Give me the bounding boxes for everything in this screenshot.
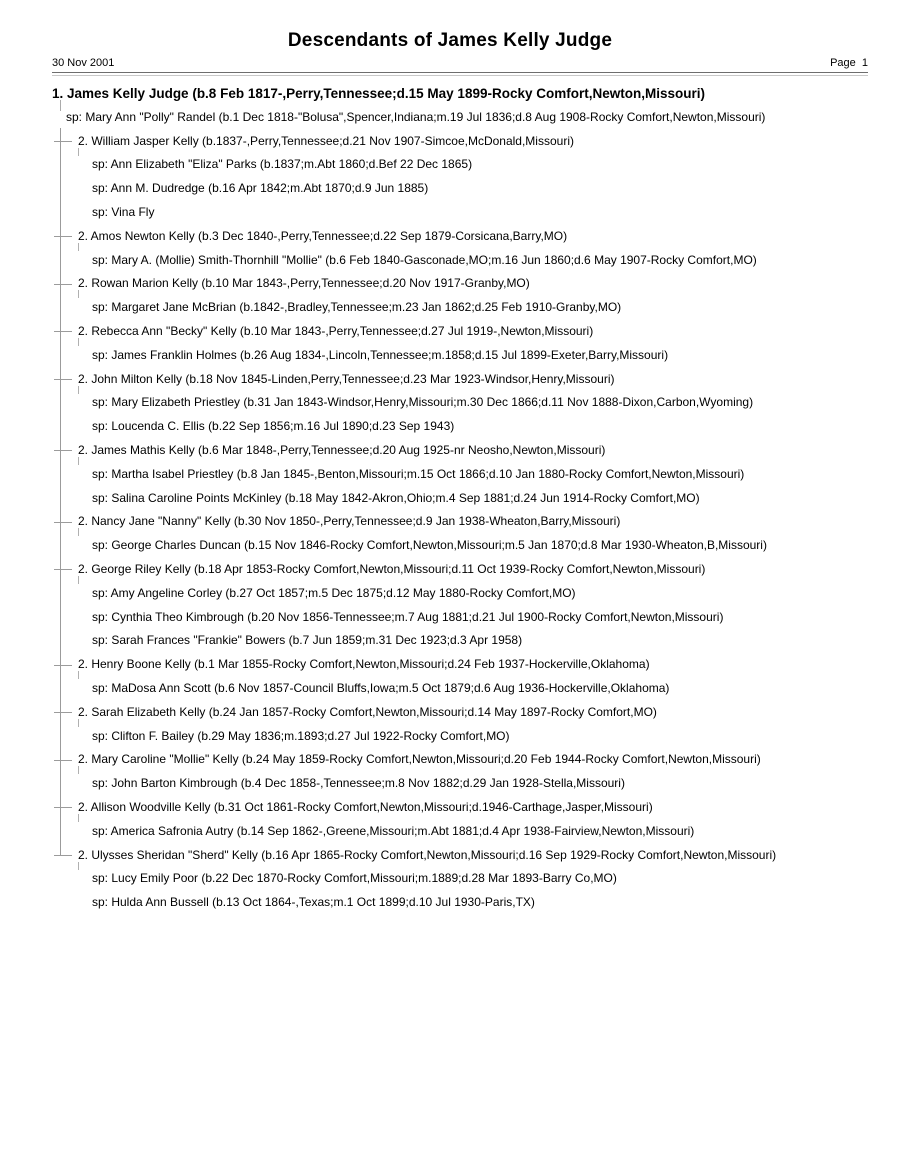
report-date: 30 Nov 2001: [52, 57, 115, 69]
spouse-entry: sp: Hulda Ann Bussell (b.13 Oct 1864-,Texas;m.1 Oct 1899;d.10 Jul 1930-Paris,TX): [92, 895, 535, 910]
spouse-entry: sp: Salina Caroline Points McKinley (b.18 May 1842-Akron,Ohio;m.4 Sep 1881;d.24 Jun 1914-Rocky Comfort,MO): [92, 490, 700, 505]
spouse-entry: sp: Sarah Frances "Frankie" Bowers (b.7 Jun 1859;m.31 Dec 1923;d.3 Apr 1958): [92, 633, 523, 648]
spouse-entry: sp: Cynthia Theo Kimbrough (b.20 Nov 1856-Tennessee;m.7 Aug 1881;d.21 Jul 1900-Rocky Comfort,Newton,Missouri): [92, 609, 724, 624]
person-entry: 2. George Riley Kelly (b.18 Apr 1853-Rocky Comfort,Newton,Missouri;d.11 Oct 1939-Rocky Comfort,Newton,Missouri): [0, 558, 900, 582]
person-entry: 2. Sarah Elizabeth Kelly (b.24 Jan 1857-Rocky Comfort,Newton,Missouri;d.14 May 1897-Rocky Comfort,MO): [0, 701, 900, 725]
spouse-entry: sp: Mary A. (Mollie) Smith-Thornhill "Mollie" (b.6 Feb 1840-Gasconade,MO;m.16 Jun 1860;d.6 May 1907-Rocky Comfort,MO): [92, 252, 757, 267]
spouse-entry: sp: James Franklin Holmes (b.26 Aug 1834-,Lincoln,Tennessee;m.1858;d.15 Jul 1899-Exeter,Barry,Missouri): [92, 347, 669, 362]
spouse-entry: sp: MaDosa Ann Scott (b.6 Nov 1857-Council Bluffs,Iowa;m.5 Oct 1879;d.6 Aug 1936-Hockerville,Oklahoma): [92, 680, 670, 695]
spouse-entry: sp: Ann Elizabeth "Eliza" Parks (b.1837;m.Abt 1860;d.Bef 22 Dec 1865): [92, 157, 473, 172]
report-title: Descendants of James Kelly Judge: [287, 30, 613, 51]
person-entry: 2. Amos Newton Kelly (b.3 Dec 1840-,Perry,Tennessee;d.22 Sep 1879-Corsicana,Barry,MO): [0, 225, 900, 249]
person-entry: 2. Rebecca Ann "Becky" Kelly (b.10 Mar 1843-,Perry,Tennessee;d.27 Jul 1919-,Newton,Missouri): [0, 320, 900, 344]
spouse-entry: sp: Martha Isabel Priestley (b.8 Jan 1845-,Benton,Missouri;m.15 Oct 1866;d.10 Jan 1880-Rocky Comfort,Newton,Missouri): [92, 466, 745, 481]
spouse-entry: sp: Ann M. Dudredge (b.16 Apr 1842;m.Abt 1870;d.9 Jun 1885): [92, 181, 429, 196]
person-entry: 2. James Mathis Kelly (b.6 Mar 1848-,Perry,Tennessee;d.20 Aug 1925-nr Neosho,Newton,Missouri): [0, 439, 900, 463]
spouse-entry: sp: Clifton F. Bailey (b.29 May 1836;m.1893;d.27 Jul 1922-Rocky Comfort,MO): [92, 728, 510, 743]
person-entry: 2. Nancy Jane "Nanny" Kelly (b.30 Nov 1850-,Perry,Tennessee;d.9 Jan 1938-Wheaton,Barry,Missouri): [0, 510, 900, 534]
person-entry: 2. Rowan Marion Kelly (b.10 Mar 1843-,Perry,Tennessee;d.20 Nov 1917-Granby,MO): [0, 272, 900, 296]
spouse-entry: sp: Mary Elizabeth Priestley (b.31 Jan 1843-Windsor,Henry,Missouri;m.30 Dec 1866;d.11 Nov 1888-Dixon,Carbon,Wyoming): [92, 395, 754, 410]
spouse-entry: sp: Lucy Emily Poor (b.22 Dec 1870-Rocky Comfort,Missouri;m.1889;d.28 Mar 1893-Barry Co,MO): [92, 871, 617, 886]
spouse-entry: sp: Amy Angeline Corley (b.27 Oct 1857;m.5 Dec 1875;d.12 May 1880-Rocky Comfort,MO): [92, 585, 576, 600]
header-rule: [52, 72, 868, 76]
person-entry: 2. Henry Boone Kelly (b.1 Mar 1855-Rocky Comfort,Newton,Missouri;d.24 Feb 1937-Hockerville,Oklahoma): [0, 653, 900, 677]
page-number: Page 1: [830, 57, 868, 69]
spouse-entry: sp: America Safronia Autry (b.14 Sep 1862-,Greene,Missouri;m.Abt 1881;d.4 Apr 1938-Fairview,Newton,Missouri): [92, 823, 695, 838]
spouse-entry: sp: Vina Fly: [92, 204, 155, 219]
person-entry: 2. Mary Caroline "Mollie" Kelly (b.24 May 1859-Rocky Comfort,Newton,Missouri;d.20 Feb 1944-Rocky Comfort,Newton,Missouri): [0, 748, 900, 772]
spouse-entry: sp: John Barton Kimbrough (b.4 Dec 1858-,Tennessee;m.8 Nov 1882;d.29 Jan 1928-Stella,Missouri): [92, 776, 625, 791]
descendant-list: [0, 82, 900, 915]
spouse-entry: sp: Margaret Jane McBrian (b.1842-,Bradley,Tennessee;m.23 Jan 1862;d.25 Feb 1910-Granby,MO): [92, 300, 622, 315]
person-entry: 2. Ulysses Sheridan "Sherd" Kelly (b.16 Apr 1865-Rocky Comfort,Newton,Missouri;d.16 Sep 1929-Rocky Comfort,Newton,Missouri): [0, 844, 900, 868]
person-entry: 2. Allison Woodville Kelly (b.31 Oct 1861-Rocky Comfort,Newton,Missouri;d.1946-Carthage,Jasper,Missouri): [0, 796, 900, 820]
spouse-entry: sp: Loucenda C. Ellis (b.22 Sep 1856;m.16 Jul 1890;d.23 Sep 1943): [92, 419, 455, 434]
spouse-entry: sp: George Charles Duncan (b.15 Nov 1846-Rocky Comfort,Newton,Missouri;m.5 Jan 1870;d.8 Mar 1930-Wheaton,B,Missouri): [92, 538, 767, 553]
spouse-entry: sp: Mary Ann "Polly" Randel (b.1 Dec 1818-"Bolusa",Spencer,Indiana;m.19 Jul 1836;d.8 Aug 1908-Rocky Comfort,Newton,Missouri): [66, 109, 766, 124]
person-entry: 2. William Jasper Kelly (b.1837-,Perry,Tennessee;d.21 Nov 1907-Simcoe,McDonald,Missouri): [0, 130, 900, 154]
person-entry: 2. John Milton Kelly (b.18 Nov 1845-Linden,Perry,Tennessee;d.23 Mar 1923-Windsor,Henry,Missouri): [0, 368, 900, 392]
person-entry: 1. James Kelly Judge (b.8 Feb 1817-,Perry,Tennessee;d.15 May 1899-Rocky Comfort,Newton,Missouri): [52, 86, 705, 101]
